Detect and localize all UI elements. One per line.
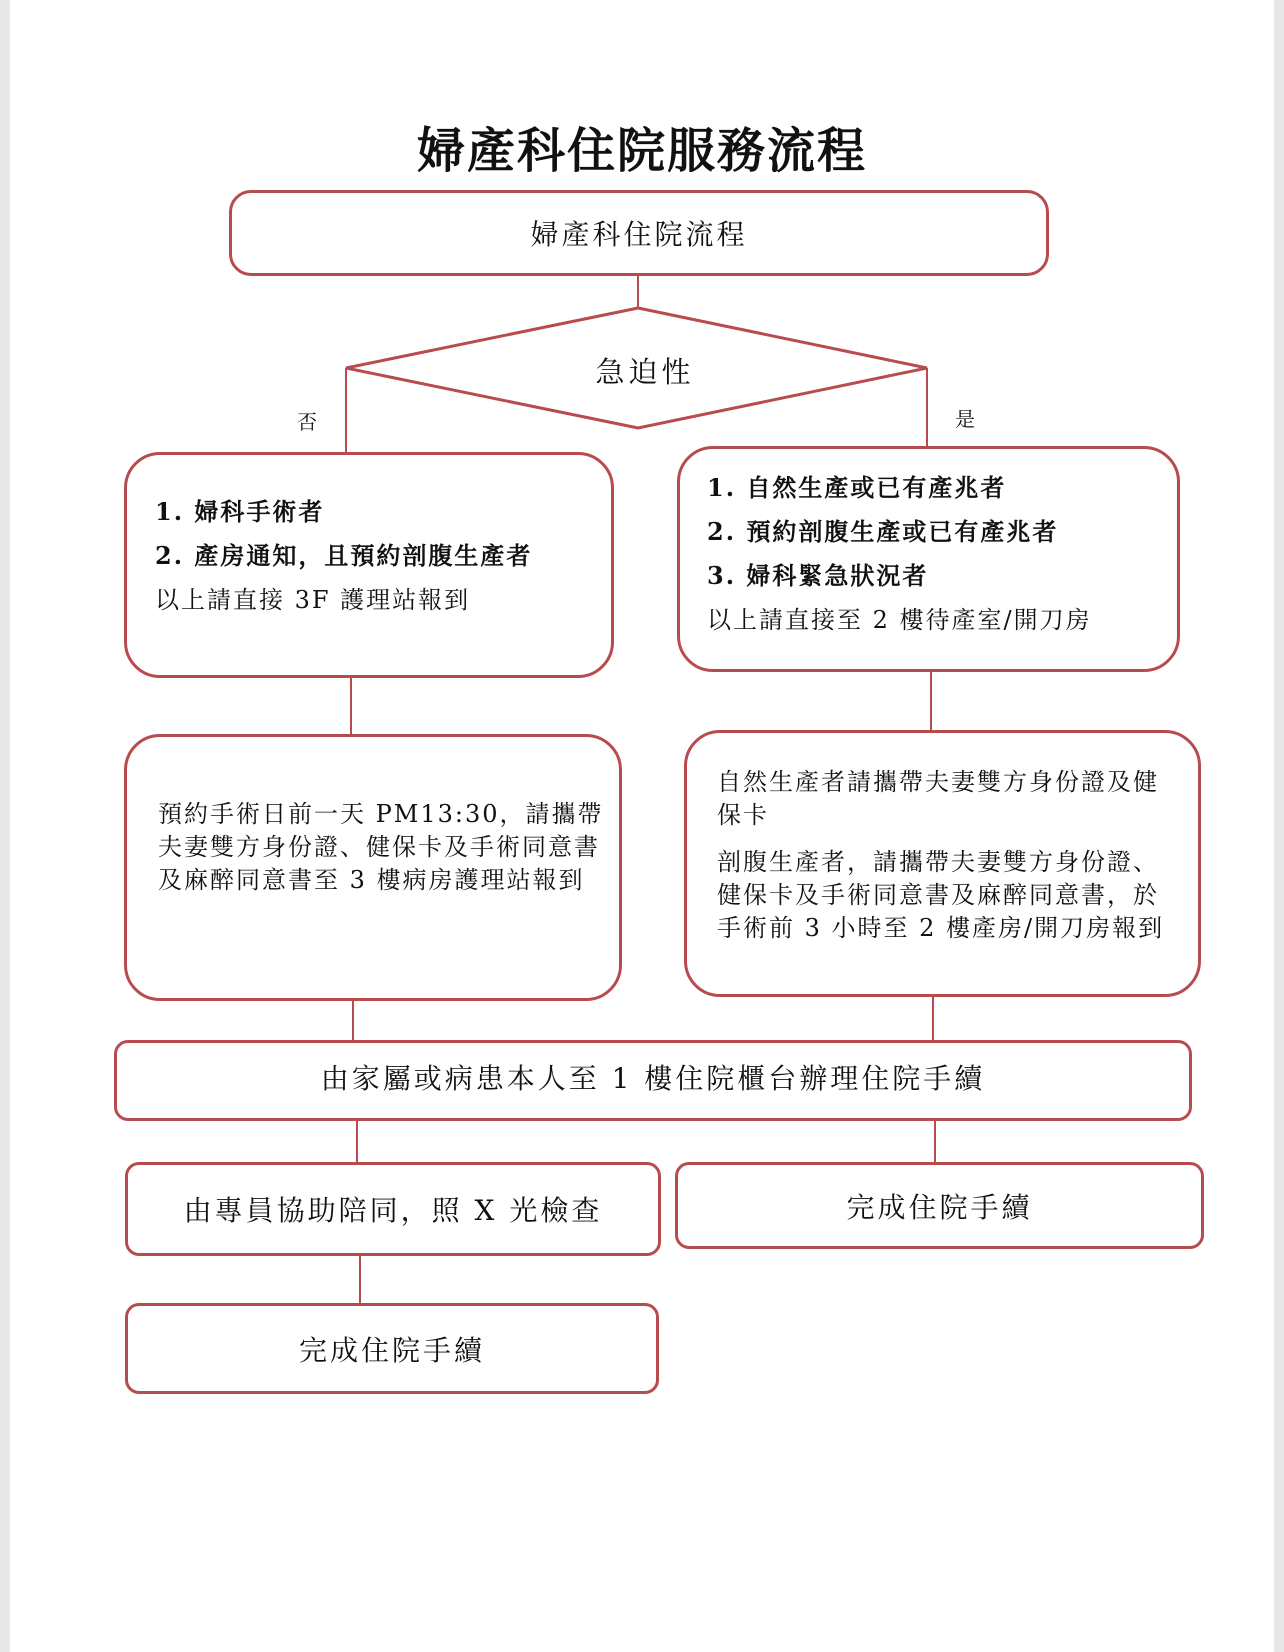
xray-box [125,1162,661,1256]
left-criteria-list [155,490,595,622]
start-box-label: 婦產科住院流程 [530,218,748,251]
admission-label: 由家屬或病患本人至 1 樓住院櫃台辦理住院手續 [320,1062,986,1095]
left-instruction-text [158,798,606,897]
right-criteria-item-1: 1. 自然生產或已有產兆者 [707,473,1007,502]
decision-label: 急迫性 [595,355,695,389]
right-criteria-item-2: 2. 預約剖腹生產或已有產兆者 [707,517,1059,546]
complete-box-left [125,1303,659,1394]
no-branch-label: 否 [297,410,317,434]
complete-label-right: 完成住院手續 [846,1190,1033,1224]
flowchart-page [10,0,1274,1652]
page-title: 婦產科住院服務流程 [416,123,867,179]
complete-box-right [675,1162,1204,1249]
left-criteria-item-2: 2. 產房通知，且預約剖腹生產者 [155,541,533,570]
right-criteria-note: 以上請直接至 2 樓待產室/開刀房 [707,606,1092,634]
right-instruction-2: 剖腹生產者，請攜帶夫妻雙方身份證、健保卡及手術同意書及麻醉同意書，於手術前 3 小時至 2 樓產房/開刀房報到 [717,848,1165,942]
admission-box [114,1040,1192,1121]
start-box [229,190,1049,276]
right-criteria-list [707,466,1167,642]
xray-label: 由專員協助陪同，照 X 光檢查 [183,1194,603,1227]
left-criteria-note: 以上請直接 3F 護理站報到 [155,586,471,614]
left-instruction: 預約手術日前一天 PM13:30，請攜帶夫妻雙方身份證、健保卡及手術同意書及麻醉同意書至 3 樓病房護理站報到 [158,800,604,894]
right-instruction-text [717,766,1179,945]
yes-branch-label: 是 [955,407,975,431]
left-criteria-item-1: 1. 婦科手術者 [155,497,325,526]
right-instruction-1: 自然生產者請攜帶夫妻雙方身份證及健保卡 [717,768,1159,829]
right-criteria-item-3: 3. 婦科緊急狀況者 [707,561,929,590]
complete-label-left: 完成住院手續 [298,1333,485,1367]
